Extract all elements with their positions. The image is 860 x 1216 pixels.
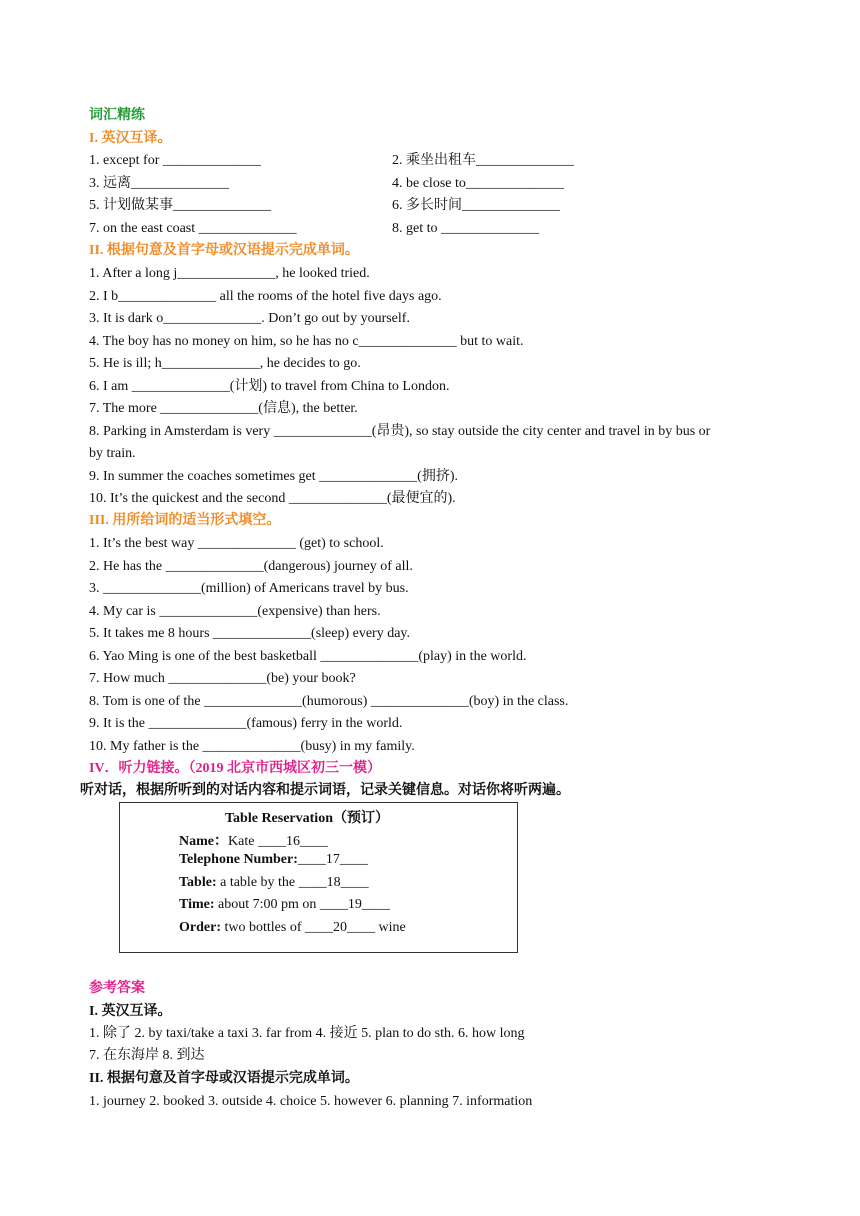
answers-section-1-line-1: 1. 除了 2. by taxi/take a taxi 3. far from 4. 接近 5. plan to do sth. 6. how long [89, 1026, 525, 1041]
section-4-instructions: 听对话，根据所听到的对话内容和提示词语，记录关键信息。对话你将听两遍。 [80, 783, 570, 798]
s2-item: 9. In summer the coaches sometimes get ______________(拥挤). [89, 469, 458, 484]
s3-item: 7. How much ______________(be) your book? [89, 671, 356, 686]
s1-item-1: 1. except for ______________ [89, 153, 261, 168]
answer-blank: ____19____ [319, 897, 390, 912]
s2-item: 3. It is dark o______________. Don’t go out by yourself. [89, 311, 410, 326]
answer-blank: ____18____ [298, 875, 369, 890]
s2-item: 4. The boy has no money on him, so he has no c______________ but to wait. [89, 334, 524, 349]
reservation-row-name [179, 830, 328, 850]
s3-item: 1. It’s the best way ______________ (get) to school. [89, 536, 384, 551]
s3-item: 6. Yao Ming is one of the best basketball ______________(play) in the world. [89, 649, 527, 664]
row-text: a table by the [216, 875, 299, 890]
section-2-heading: II. 根据句意及首字母或汉语提示完成单词。 [89, 243, 359, 258]
reservation-row-phone [179, 852, 368, 868]
row-label: Table: [179, 875, 217, 890]
s2-item: 5. He is ill; h______________, he decides to go. [89, 356, 361, 371]
row-text-after: wine [374, 920, 406, 935]
s3-item: 8. Tom is one of the ______________(humorous) ______________(boy) in the class. [89, 694, 569, 709]
s1-item-8: 8. get to ______________ [392, 221, 539, 236]
answers-heading: 参考答案 [89, 981, 145, 996]
answer-blank: ____20____ [304, 920, 375, 935]
s2-item: 7. The more ______________(信息), the better. [89, 401, 358, 416]
row-text: two bottles of [220, 920, 305, 935]
s3-item: 3. ______________(million) of Americans travel by bus. [89, 581, 409, 596]
row-label: Order: [179, 920, 221, 935]
s1-item-4: 4. be close to______________ [392, 176, 564, 191]
answer-blank: ____17____ [297, 852, 368, 867]
row-label: Telephone Number: [179, 852, 298, 867]
s1-item-6: 6. 多长时间______________ [392, 198, 560, 213]
row-text: about 7:00 pm on [214, 897, 320, 912]
answers-section-1-heading: I. 英汉互译。 [89, 1004, 172, 1019]
section-4-heading: IV．听力链接。（2019 北京市西城区初三一模） [89, 761, 382, 776]
s1-item-3: 3. 远离______________ [89, 176, 229, 191]
row-text: Kate [228, 834, 258, 849]
section-3-heading: III. 用所给词的适当形式填空。 [89, 513, 281, 528]
row-label: Time: [179, 897, 215, 912]
s3-item: 9. It is the ______________(famous) ferry in the world. [89, 716, 403, 731]
s3-item: 5. It takes me 8 hours ______________(sleep) every day. [89, 626, 411, 641]
reservation-box [119, 802, 518, 953]
page-title: 词汇精练 [89, 108, 145, 123]
answer-blank: ____16____ [257, 834, 328, 849]
s1-item-7: 7. on the east coast ______________ [89, 221, 297, 236]
s1-item-2: 2. 乘坐出租车______________ [392, 153, 574, 168]
section-1-heading: I. 英汉互译。 [89, 131, 172, 146]
reservation-title: Table Reservation（预订） [225, 811, 389, 826]
s3-item: 4. My car is ______________(expensive) than hers. [89, 604, 381, 619]
s3-item: 10. My father is the ______________(busy) in my family. [89, 739, 415, 754]
s2-item: 6. I am ______________(计划) to travel from China to London. [89, 379, 450, 394]
answers-section-2-heading: II. 根据句意及首字母或汉语提示完成单词。 [89, 1071, 359, 1086]
answers-section-2-line-1: 1. journey 2. booked 3. outside 4. choice 5. however 6. planning 7. information [89, 1094, 533, 1109]
s1-item-5: 5. 计划做某事______________ [89, 198, 271, 213]
s2-item-continued: by train. [89, 446, 136, 461]
s2-item: 10. It’s the quickest and the second ______________(最便宜的). [89, 491, 456, 506]
reservation-row-table [179, 875, 369, 891]
reservation-row-time [179, 897, 390, 913]
s2-item: 8. Parking in Amsterdam is very ______________(昂贵), so stay outside the city center and travel in by bus or [89, 424, 711, 439]
reservation-row-order [179, 920, 406, 936]
row-label: Name： [179, 834, 228, 849]
s2-item: 1. After a long j______________, he looked tried. [89, 266, 370, 281]
answers-section-1-line-2: 7. 在东海岸 8. 到达 [89, 1048, 205, 1063]
s2-item: 2. I b______________ all the rooms of the hotel five days ago. [89, 289, 442, 304]
s3-item: 2. He has the ______________(dangerous) journey of all. [89, 559, 413, 574]
